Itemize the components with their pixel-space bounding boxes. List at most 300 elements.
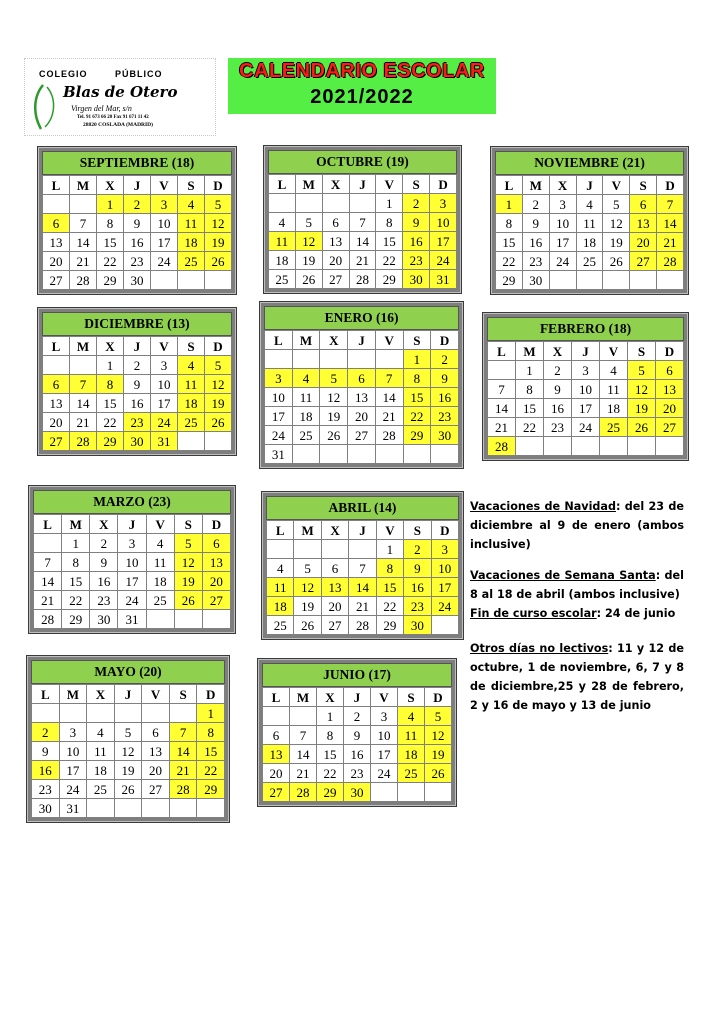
day-cell: 24 — [430, 251, 457, 270]
day-cell: 7 — [349, 559, 376, 578]
day-cell: 18 — [269, 251, 296, 270]
notes-panel — [470, 497, 684, 727]
empty-cell — [431, 445, 459, 464]
day-cell: 16 — [431, 388, 459, 407]
day-cell: 19 — [294, 597, 321, 616]
day-cell: 28 — [349, 616, 376, 635]
empty-cell — [398, 783, 425, 802]
day-cell: 6 — [348, 369, 376, 388]
day-cell: 21 — [290, 764, 317, 783]
day-cell: 9 — [344, 726, 371, 745]
day-cell: 16 — [404, 578, 431, 597]
day-cell: 30 — [124, 271, 151, 290]
week-row — [496, 271, 684, 290]
weekday-row — [265, 331, 459, 350]
day-cell: 15 — [496, 233, 523, 252]
day-cell: 2 — [404, 540, 431, 559]
day-cell: 13 — [321, 578, 348, 597]
week-row — [496, 195, 684, 214]
day-cell: 16 — [344, 745, 371, 764]
day-cell: 2 — [124, 195, 151, 214]
calendar-marzo — [28, 485, 236, 634]
school-name: Blas de Otero — [63, 83, 178, 101]
day-cell: 23 — [90, 591, 118, 610]
week-row — [34, 534, 231, 553]
day-cell: 19 — [205, 394, 232, 413]
day-cell: 19 — [628, 399, 656, 418]
weekday-header: L — [43, 176, 70, 195]
day-cell: 20 — [656, 399, 684, 418]
empty-cell — [292, 350, 320, 369]
day-cell: 28 — [375, 426, 403, 445]
empty-cell — [169, 704, 197, 723]
empty-cell — [205, 271, 232, 290]
day-cell: 21 — [488, 418, 516, 437]
empty-cell — [178, 271, 205, 290]
weekday-header: D — [430, 175, 457, 194]
empty-cell — [32, 704, 60, 723]
weekday-row — [496, 176, 684, 195]
day-cell: 20 — [322, 251, 349, 270]
day-cell: 2 — [90, 534, 118, 553]
weekday-header: J — [114, 685, 142, 704]
weekday-header: D — [431, 331, 459, 350]
day-cell: 23 — [124, 413, 151, 432]
empty-cell — [628, 437, 656, 456]
month-title: OCTUBRE (19) — [268, 150, 457, 174]
day-cell: 24 — [572, 418, 600, 437]
weekday-row — [32, 685, 225, 704]
empty-cell — [43, 356, 70, 375]
day-cell: 12 — [205, 214, 232, 233]
empty-cell — [265, 350, 293, 369]
day-cell: 6 — [43, 214, 70, 233]
day-cell: 3 — [265, 369, 293, 388]
empty-cell — [174, 610, 202, 629]
week-row — [265, 350, 459, 369]
day-cell: 19 — [114, 761, 142, 780]
day-cell: 23 — [404, 597, 431, 616]
empty-cell — [321, 540, 348, 559]
week-row — [263, 764, 452, 783]
day-cell: 14 — [488, 399, 516, 418]
day-cell: 24 — [151, 252, 178, 271]
week-row — [265, 426, 459, 445]
weekday-header: D — [202, 515, 230, 534]
day-cell: 19 — [320, 407, 348, 426]
day-cell: 5 — [603, 195, 630, 214]
day-cell: 28 — [657, 252, 684, 271]
day-cell: 4 — [178, 356, 205, 375]
weekday-header: D — [657, 176, 684, 195]
empty-cell — [348, 445, 376, 464]
month-grid — [262, 687, 452, 802]
day-cell: 11 — [292, 388, 320, 407]
day-cell: 18 — [146, 572, 174, 591]
weekday-row — [34, 515, 231, 534]
day-cell: 22 — [97, 413, 124, 432]
month-title: MAYO (20) — [31, 660, 225, 684]
day-cell: 9 — [124, 214, 151, 233]
empty-cell — [146, 610, 174, 629]
day-cell: 20 — [630, 233, 657, 252]
day-cell: 31 — [59, 799, 87, 818]
month-grid — [42, 175, 232, 290]
day-cell: 7 — [375, 369, 403, 388]
day-cell: 25 — [576, 252, 603, 271]
day-cell: 20 — [321, 597, 348, 616]
week-row — [263, 707, 452, 726]
day-cell: 12 — [294, 578, 321, 597]
note-navidad-text: : del 23 de diciembre al 9 de enero (ambos inclusive) — [470, 500, 684, 551]
day-cell: 31 — [430, 270, 457, 289]
day-cell: 23 — [32, 780, 60, 799]
weekday-header: L — [269, 175, 296, 194]
day-cell: 17 — [430, 232, 457, 251]
day-cell: 14 — [349, 232, 376, 251]
empty-cell — [576, 271, 603, 290]
weekday-header: X — [544, 342, 572, 361]
day-cell: 1 — [376, 540, 403, 559]
day-cell: 27 — [321, 616, 348, 635]
weekday-header: D — [431, 521, 458, 540]
day-cell: 1 — [97, 356, 124, 375]
day-cell: 4 — [146, 534, 174, 553]
calendar-diciembre — [37, 307, 237, 456]
day-cell: 12 — [174, 553, 202, 572]
day-cell: 19 — [425, 745, 452, 764]
weekday-header: V — [376, 175, 403, 194]
empty-cell — [114, 799, 142, 818]
day-cell: 20 — [263, 764, 290, 783]
day-cell: 3 — [118, 534, 146, 553]
day-cell: 30 — [90, 610, 118, 629]
day-cell: 28 — [169, 780, 197, 799]
day-cell: 4 — [87, 723, 115, 742]
day-cell: 28 — [34, 610, 62, 629]
weekday-header: M — [70, 337, 97, 356]
weekday-header: J — [572, 342, 600, 361]
note-otros-text: : 11 y 12 de octubre, 1 de noviembre, 6, 7 y 8 de diciembre,25 y 28 de febrero, 2 y 16 de mayo y 13 de junio — [470, 642, 684, 712]
weekday-header: L — [32, 685, 60, 704]
empty-cell — [34, 534, 62, 553]
day-cell: 23 — [522, 252, 549, 271]
day-cell: 21 — [70, 252, 97, 271]
day-cell: 9 — [431, 369, 459, 388]
day-cell: 5 — [174, 534, 202, 553]
day-cell: 28 — [70, 432, 97, 451]
weekday-header: V — [371, 688, 398, 707]
day-cell: 28 — [70, 271, 97, 290]
weekday-header: V — [142, 685, 170, 704]
weekday-header: L — [496, 176, 523, 195]
school-city: 28820 COSLADA (MADRID) — [83, 122, 153, 128]
week-row — [43, 394, 232, 413]
week-row — [269, 251, 457, 270]
month-grid — [42, 336, 232, 451]
day-cell: 6 — [656, 361, 684, 380]
note-semana-santa — [470, 566, 684, 604]
week-row — [267, 559, 459, 578]
day-cell: 25 — [146, 591, 174, 610]
weekday-header: J — [344, 688, 371, 707]
day-cell: 13 — [348, 388, 376, 407]
week-row — [488, 361, 684, 380]
day-cell: 26 — [628, 418, 656, 437]
day-cell: 15 — [376, 232, 403, 251]
day-cell: 26 — [205, 252, 232, 271]
empty-cell — [322, 194, 349, 213]
week-row — [263, 726, 452, 745]
day-cell: 13 — [142, 742, 170, 761]
day-cell: 23 — [403, 251, 430, 270]
calendar-noviembre — [490, 146, 689, 295]
week-row — [43, 413, 232, 432]
day-cell: 19 — [295, 251, 322, 270]
day-cell: 22 — [516, 418, 544, 437]
day-cell: 30 — [403, 270, 430, 289]
week-row — [263, 783, 452, 802]
weekday-header: M — [292, 331, 320, 350]
day-cell: 16 — [544, 399, 572, 418]
month-title: JUNIO (17) — [262, 663, 452, 687]
day-cell: 17 — [151, 233, 178, 252]
day-cell: 25 — [87, 780, 115, 799]
month-grid — [268, 174, 457, 289]
day-cell: 17 — [118, 572, 146, 591]
day-cell: 11 — [178, 375, 205, 394]
day-cell: 24 — [59, 780, 87, 799]
day-cell: 2 — [124, 356, 151, 375]
day-cell: 8 — [97, 375, 124, 394]
day-cell: 9 — [403, 213, 430, 232]
week-row — [488, 437, 684, 456]
weekday-header: X — [97, 176, 124, 195]
day-cell: 26 — [114, 780, 142, 799]
page-title — [228, 58, 496, 114]
day-cell: 10 — [549, 214, 576, 233]
empty-cell — [516, 437, 544, 456]
weekday-header: D — [205, 337, 232, 356]
day-cell: 17 — [431, 578, 458, 597]
week-row — [43, 214, 232, 233]
day-cell: 2 — [431, 350, 459, 369]
leaf-icon — [29, 81, 59, 131]
day-cell: 27 — [656, 418, 684, 437]
day-cell: 10 — [265, 388, 293, 407]
day-cell: 7 — [488, 380, 516, 399]
day-cell: 18 — [576, 233, 603, 252]
day-cell: 14 — [290, 745, 317, 764]
day-cell: 16 — [522, 233, 549, 252]
empty-cell — [269, 194, 296, 213]
month-grid — [264, 330, 459, 464]
day-cell: 8 — [516, 380, 544, 399]
weekday-header: M — [62, 515, 90, 534]
empty-cell — [178, 432, 205, 451]
week-row — [32, 780, 225, 799]
day-cell: 21 — [349, 251, 376, 270]
week-row — [269, 270, 457, 289]
note-otros — [470, 639, 684, 715]
weekday-header: X — [549, 176, 576, 195]
empty-cell — [375, 445, 403, 464]
day-cell: 23 — [431, 407, 459, 426]
day-cell: 9 — [32, 742, 60, 761]
day-cell: 4 — [398, 707, 425, 726]
day-cell: 14 — [349, 578, 376, 597]
day-cell: 10 — [151, 214, 178, 233]
day-cell: 10 — [572, 380, 600, 399]
empty-cell — [169, 799, 197, 818]
day-cell: 5 — [294, 559, 321, 578]
day-cell: 18 — [267, 597, 294, 616]
day-cell: 4 — [292, 369, 320, 388]
calendar-febrero — [482, 312, 689, 461]
day-cell: 14 — [70, 394, 97, 413]
empty-cell — [202, 610, 230, 629]
day-cell: 6 — [202, 534, 230, 553]
week-row — [43, 252, 232, 271]
day-cell: 29 — [62, 610, 90, 629]
week-row — [32, 723, 225, 742]
day-cell: 13 — [322, 232, 349, 251]
day-cell: 15 — [62, 572, 90, 591]
day-cell: 8 — [97, 214, 124, 233]
day-cell: 21 — [169, 761, 197, 780]
day-cell: 8 — [197, 723, 225, 742]
day-cell: 19 — [205, 233, 232, 252]
empty-cell — [295, 194, 322, 213]
week-row — [269, 232, 457, 251]
day-cell: 12 — [205, 375, 232, 394]
weekday-header: X — [87, 685, 115, 704]
weekday-row — [43, 176, 232, 195]
day-cell: 29 — [376, 270, 403, 289]
day-cell: 29 — [403, 426, 431, 445]
week-row — [34, 591, 231, 610]
weekday-header: X — [317, 688, 344, 707]
calendar-mayo — [26, 655, 230, 823]
day-cell: 8 — [376, 559, 403, 578]
day-cell: 28 — [290, 783, 317, 802]
empty-cell — [431, 616, 458, 635]
day-cell: 11 — [600, 380, 628, 399]
day-cell: 11 — [267, 578, 294, 597]
day-cell: 11 — [146, 553, 174, 572]
day-cell: 29 — [376, 616, 403, 635]
day-cell: 23 — [544, 418, 572, 437]
month-title: ABRIL (14) — [266, 496, 459, 520]
day-cell: 31 — [151, 432, 178, 451]
day-cell: 15 — [516, 399, 544, 418]
day-cell: 3 — [151, 195, 178, 214]
day-cell: 28 — [349, 270, 376, 289]
day-cell: 30 — [32, 799, 60, 818]
day-cell: 4 — [267, 559, 294, 578]
day-cell: 27 — [263, 783, 290, 802]
day-cell: 8 — [403, 369, 431, 388]
day-cell: 27 — [202, 591, 230, 610]
day-cell: 17 — [572, 399, 600, 418]
week-row — [32, 742, 225, 761]
weekday-header: J — [349, 175, 376, 194]
day-cell: 30 — [431, 426, 459, 445]
day-cell: 11 — [269, 232, 296, 251]
empty-cell — [205, 432, 232, 451]
day-cell: 26 — [320, 426, 348, 445]
day-cell: 26 — [425, 764, 452, 783]
day-cell: 20 — [43, 413, 70, 432]
day-cell: 2 — [403, 194, 430, 213]
week-row — [34, 610, 231, 629]
day-cell: 24 — [549, 252, 576, 271]
day-cell: 30 — [344, 783, 371, 802]
day-cell: 19 — [603, 233, 630, 252]
weekday-row — [43, 337, 232, 356]
day-cell: 22 — [376, 597, 403, 616]
day-cell: 6 — [322, 213, 349, 232]
day-cell: 28 — [488, 437, 516, 456]
day-cell: 7 — [657, 195, 684, 214]
school-phone: Tel. 91 673 66 20 Fax 91 671 11 42 — [77, 115, 149, 120]
month-grid — [31, 684, 225, 818]
weekday-header: L — [34, 515, 62, 534]
day-cell: 8 — [62, 553, 90, 572]
day-cell: 12 — [114, 742, 142, 761]
day-cell: 20 — [43, 252, 70, 271]
day-cell: 27 — [630, 252, 657, 271]
weekday-row — [269, 175, 457, 194]
day-cell: 2 — [344, 707, 371, 726]
weekday-header: L — [265, 331, 293, 350]
weekday-header: J — [348, 331, 376, 350]
empty-cell — [549, 271, 576, 290]
empty-cell — [290, 707, 317, 726]
empty-cell — [656, 437, 684, 456]
weekday-header: D — [425, 688, 452, 707]
day-cell: 4 — [178, 195, 205, 214]
empty-cell — [70, 195, 97, 214]
day-cell: 16 — [90, 572, 118, 591]
weekday-header: L — [43, 337, 70, 356]
empty-cell — [70, 356, 97, 375]
weekday-header: J — [576, 176, 603, 195]
note-otros-label: Otros días no lectivos — [470, 642, 609, 655]
day-cell: 23 — [124, 252, 151, 271]
day-cell: 29 — [97, 271, 124, 290]
day-cell: 21 — [34, 591, 62, 610]
day-cell: 3 — [59, 723, 87, 742]
calendar-octubre — [263, 145, 462, 294]
weekday-header: D — [197, 685, 225, 704]
week-row — [43, 233, 232, 252]
note-fin-text: : 24 de junio — [596, 607, 676, 620]
empty-cell — [59, 704, 87, 723]
day-cell: 22 — [317, 764, 344, 783]
empty-cell — [87, 799, 115, 818]
week-row — [265, 445, 459, 464]
day-cell: 24 — [118, 591, 146, 610]
day-cell: 9 — [544, 380, 572, 399]
note-navidad — [470, 497, 684, 554]
day-cell: 9 — [124, 375, 151, 394]
day-cell: 16 — [403, 232, 430, 251]
day-cell: 7 — [290, 726, 317, 745]
day-cell: 26 — [294, 616, 321, 635]
day-cell: 18 — [87, 761, 115, 780]
day-cell: 23 — [344, 764, 371, 783]
